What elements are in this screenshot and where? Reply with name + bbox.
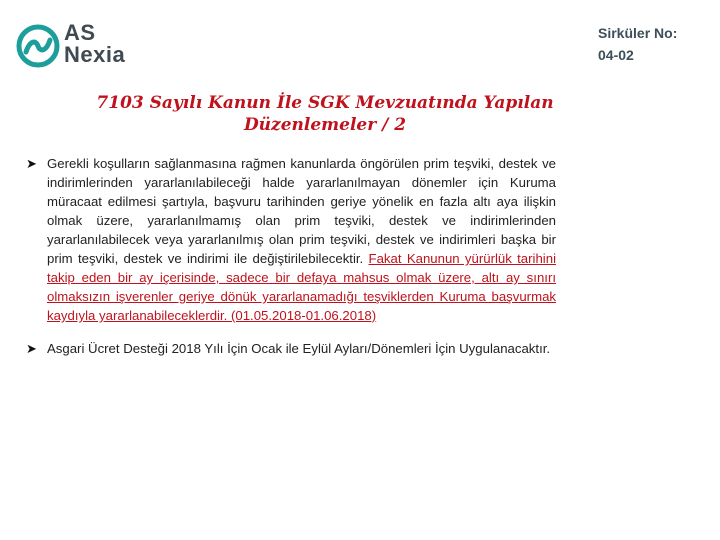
logo-wordmark (64, 22, 125, 66)
title-line-2: Düzenlemeler / 2 (243, 115, 407, 135)
bullet-text: Asgari Ücret Desteği 2018 Yılı İçin Ocak ile Eylül Ayları/Dönemleri İçin Uygulanacaktır. (47, 341, 551, 356)
logo-line-2: Nexia (64, 42, 126, 67)
bullet-list (26, 154, 556, 358)
company-logo (16, 22, 136, 72)
as-nexia-logo-icon (16, 24, 60, 68)
circular-label: Sirküler No: (598, 25, 678, 41)
bullet-highlight: Fakat Kanunun yürürlük tarihini takip eden bir ay içerisinde, sadece bir defaya mahsus olmak üzere, altı ay sınırı olmaksızın işverenler geriye dönük yararlanamadığı teşviklerden Kuruma başvurmak kaydıyla yararlanabileceklerdir. (01.05.2018-01.06.2018) (47, 251, 556, 323)
arrow-bullet-icon: ➤ (26, 341, 37, 356)
bullet-item (26, 154, 556, 325)
title-line-1: 7103 Sayılı Kanun İle SGK Mevzuatında Yapılan (96, 93, 554, 113)
bullet-item (26, 339, 556, 358)
circular-info (598, 22, 708, 66)
logo-line-1: AS (64, 20, 96, 45)
bullet-text: Gerekli koşulların sağlanmasına rağmen kanunlarda öngörülen prim teşviki, destek ve indirimlerinden yararlanılabileceği halde yararlanılmayan dönemler için Kuruma müracaat edilmesi şartıyla, başvuru tarihinden geriye yönelik en fazla altı aya ilişkin olmak üzere, yararlanılmamış olan prim teşviki, destek ve indirimlerinden yararlanılabilecek veya yararlanılmış olan prim teşviki, destek ve indirimleri başka bir prim teşviki, destek ve indirimi ile değiştirilebilecektir. (47, 156, 556, 266)
arrow-bullet-icon: ➤ (26, 156, 37, 171)
page-title (70, 92, 580, 136)
circular-number: 04-02 (598, 47, 634, 63)
